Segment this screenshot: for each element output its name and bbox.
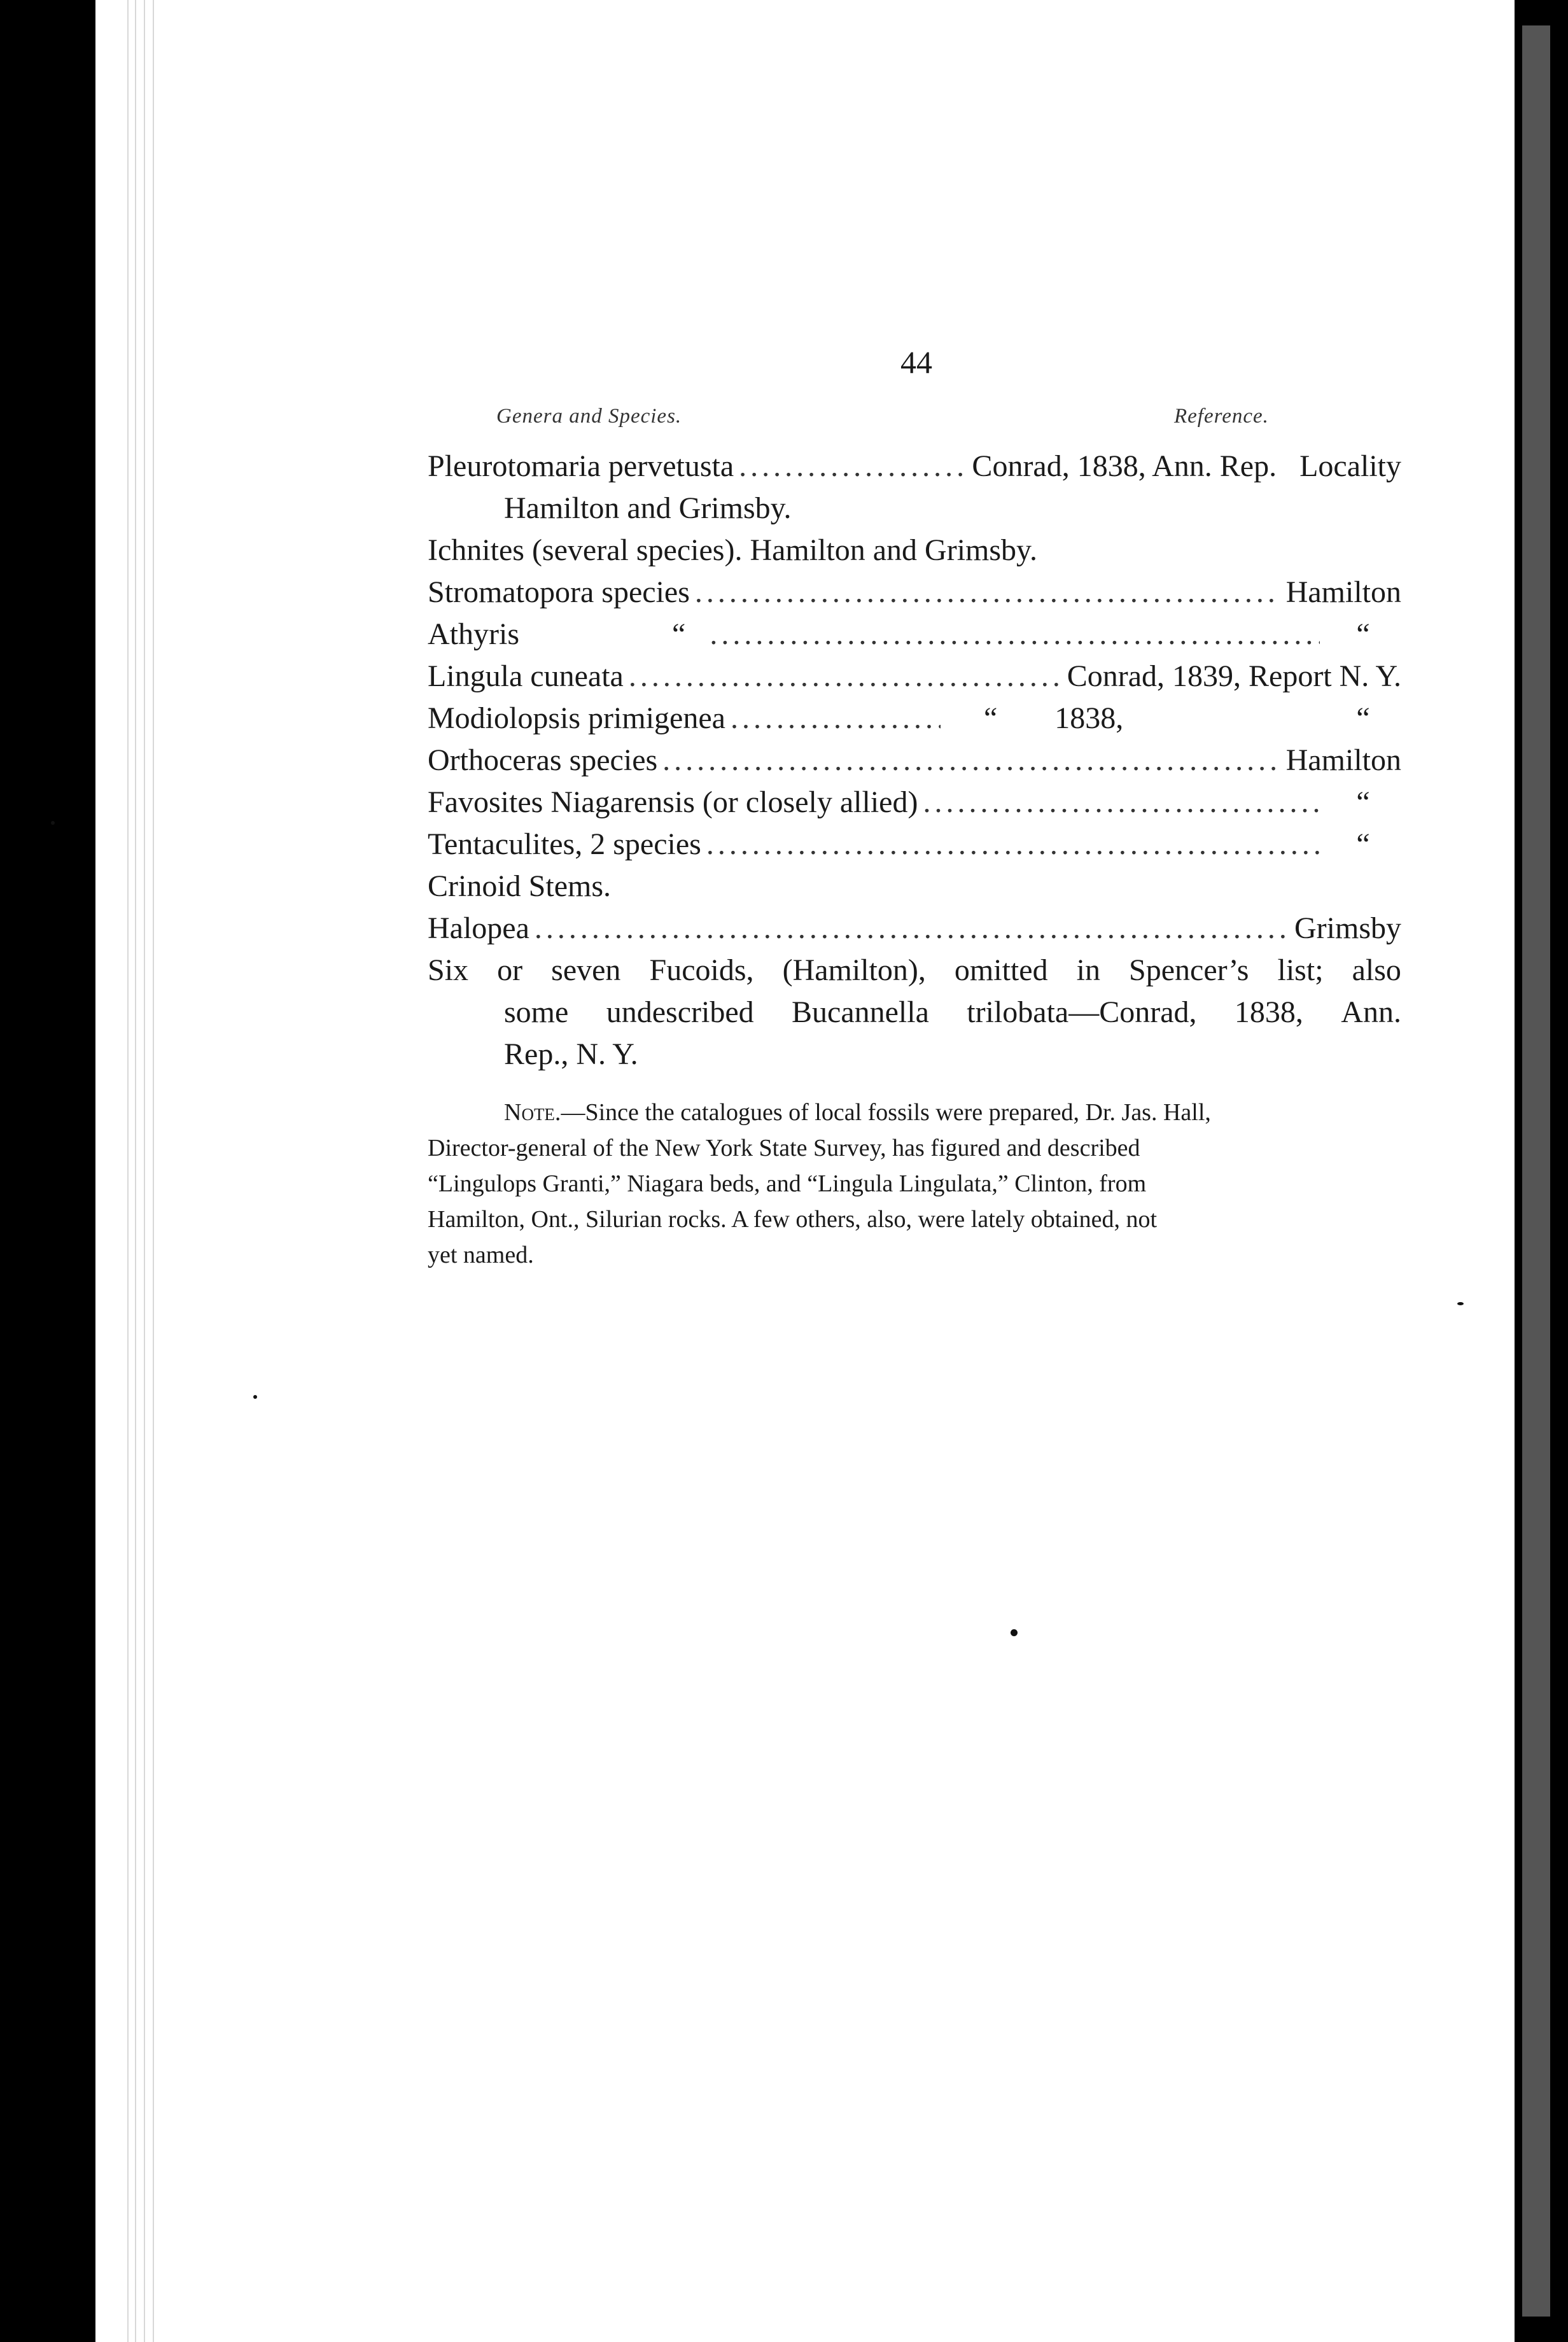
species-name: Lingula cuneata <box>428 659 624 693</box>
species-name: Stromatopora species <box>428 575 690 609</box>
list-item <box>428 656 1401 698</box>
species-name: Tentaculites, 2 species <box>428 827 701 861</box>
scan-speck <box>51 821 55 825</box>
leader-dots <box>662 740 1281 782</box>
word: (Hamilton), <box>782 953 926 987</box>
ditto-mark: “ <box>983 701 998 735</box>
word: some <box>504 995 569 1029</box>
ditto-mark: “ <box>1356 785 1370 819</box>
scan-speck <box>1011 1629 1018 1636</box>
reference: Hamilton <box>1285 743 1401 777</box>
fucoids-line <box>428 950 1401 992</box>
note-text: “Lingulops Granti,” Niagara beds, and “Lingula Lingulata,” Clinton, from <box>428 1170 1147 1197</box>
list-item <box>428 824 1401 866</box>
column-header-genera: Genera and Species. <box>496 405 682 428</box>
word: in <box>1076 953 1100 987</box>
leader-dots <box>706 824 1320 866</box>
list-item: Ichnites (several species). Hamilton and Grimsby. <box>428 533 1037 567</box>
note-label: Note. <box>504 1099 561 1126</box>
column-header-reference: Reference. <box>1174 405 1269 428</box>
list-item: Crinoid Stems. <box>428 869 612 903</box>
page-edge-line <box>127 0 129 2342</box>
reference: Conrad, 1839, Report N. Y. <box>1067 659 1401 693</box>
scan-border-grey <box>1522 25 1550 2317</box>
fucoids-line: Rep., N. Y. <box>504 1037 638 1071</box>
reference-year: 1838, <box>1054 701 1124 735</box>
species-name: Favosites Niagarensis (or closely allied) <box>428 785 918 819</box>
list-item <box>428 740 1401 782</box>
list-item <box>428 698 1401 740</box>
ditto-mark: “ <box>1356 617 1370 651</box>
ditto-mark: “ <box>1356 827 1370 861</box>
scan-speck <box>1457 1302 1464 1305</box>
page-edge-line <box>144 0 145 2342</box>
species-name: Pleurotomaria pervetusta <box>428 449 734 483</box>
word: seven <box>551 953 621 987</box>
leader-dots <box>739 445 967 487</box>
species-name: Athyris <box>428 617 519 651</box>
note-text: Hamilton, Ont., Silurian rocks. A few others, also, were lately obtained, not <box>428 1206 1158 1233</box>
leader-dots <box>695 571 1281 614</box>
species-name: Halopea <box>428 911 529 945</box>
leader-dots <box>710 614 1320 656</box>
leader-dots <box>535 908 1289 950</box>
scan-speck <box>253 1395 257 1399</box>
list-item <box>428 782 1401 824</box>
note-text: —Since the catalogues of local fossils were prepared, Dr. Jas. Hall, <box>561 1099 1211 1126</box>
word: Ann. <box>1341 995 1401 1029</box>
note-paragraph <box>428 1095 1401 1273</box>
ditto-mark: “ <box>1356 701 1370 735</box>
word: Six <box>428 953 469 987</box>
ditto-mark: “ <box>672 617 686 651</box>
word: undescribed <box>606 995 754 1029</box>
list-item-continuation: Hamilton and Grimsby. <box>504 491 792 525</box>
word: or <box>497 953 523 987</box>
word: Bucannella <box>792 995 929 1029</box>
word: trilobata—Conrad, <box>967 995 1197 1029</box>
leader-dots <box>629 656 1062 698</box>
list-item <box>428 445 1401 487</box>
page-edge-line <box>135 0 136 2342</box>
reference: Conrad, 1838, Ann. Rep. Locality <box>972 449 1401 483</box>
fucoids-line <box>428 992 1401 1034</box>
word: also <box>1352 953 1401 987</box>
word: Spencer’s <box>1129 953 1249 987</box>
list-item <box>428 908 1401 950</box>
note-text: yet named. <box>428 1242 534 1268</box>
note-text: Director-general of the New York State Survey, has figured and described <box>428 1135 1140 1161</box>
word: omitted <box>954 953 1048 987</box>
word: 1838, <box>1234 995 1303 1029</box>
page-number: 44 <box>900 344 932 380</box>
word: Fucoids, <box>649 953 754 987</box>
list-item <box>428 571 1401 614</box>
page-edge-line <box>153 0 154 2342</box>
reference: Grimsby <box>1294 911 1401 945</box>
reference: Hamilton <box>1285 575 1401 609</box>
species-name: Modiolopsis primigenea <box>428 701 725 735</box>
leader-dots <box>923 782 1320 824</box>
species-name: Orthoceras species <box>428 743 658 777</box>
list-item <box>428 614 1401 656</box>
leader-dots <box>731 698 941 740</box>
word: list; <box>1277 953 1324 987</box>
fossil-list <box>428 445 1401 1273</box>
